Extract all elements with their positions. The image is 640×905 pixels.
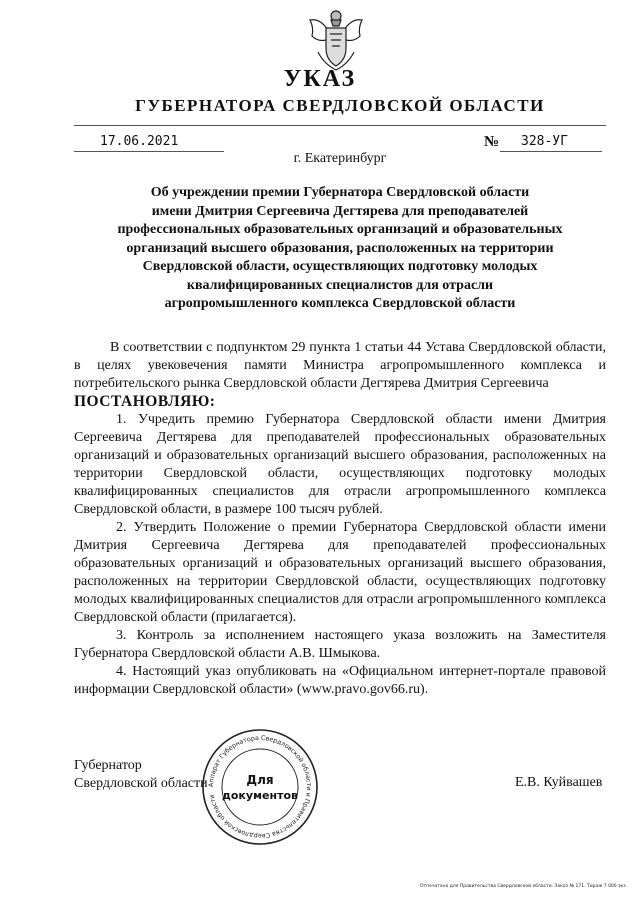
decree-heading <box>100 184 580 314</box>
heading-line: имени Дмитрия Сергеевича Дегтярева для преподавателей <box>151 203 529 219</box>
stamp-center-line: Для <box>246 773 274 787</box>
decree-body <box>74 339 606 699</box>
stamp-ring-text: Аппарат Губернатора Свердловской области и Правительства Свердловской области <box>207 734 313 840</box>
number-sign: № <box>484 134 500 150</box>
signatory-name: Е.В. Куйвашев <box>515 775 603 790</box>
decree-item: 4. Настоящий указ опубликовать на «Официальном интернет-портале правовой информации Свердловской области» (www.pravo.gov66.ru). <box>74 664 606 697</box>
decree-date: 17.06.2021 <box>100 134 179 149</box>
decree-item: 2. Утвердить Положение о премии Губернатора Свердловской области имени Дмитрия Сергеевича Дегтярева для преподавателей профессиональных образовательных организаций и образовательных организаций высшего образования, расположенных на территории Свердловской области, осуществляющих подготовку молодых квалифицированных специалистов для отрасли агропромышленного комплекса Свердловской области (прилагается). <box>74 520 606 625</box>
header-divider <box>74 125 606 126</box>
heading-line: Свердловской области, осуществляющих подготовку молодых <box>142 259 538 274</box>
print-footnote: Отпечатано для Правительства Свердловской области. Заказ № 171. Тираж 7 000 экз. <box>420 884 628 889</box>
heading-line: агропромышленного комплекса Свердловской области <box>164 296 516 311</box>
heading-line: Об учреждении премии Губернатора Свердловской области <box>150 185 530 200</box>
signatory-title <box>74 757 208 793</box>
stamp-center-line: документов <box>221 789 299 802</box>
official-stamp <box>200 727 320 847</box>
page-title: УКАЗ <box>283 66 357 92</box>
coat-of-arms-icon <box>300 8 372 72</box>
decree-item: 1. Учредить премию Губернатора Свердловской области имени Дмитрия Сергеевича Дегтярева для преподавателей профессиональных образовательных организаций и образовательных организаций высшего образования, расположенных на территории Свердловской области, осуществляющих подготовку молодых квалифицированных специалистов для отрасли агропромышленного комплекса Свердловской области, в размере 100 тысяч рублей. <box>74 412 606 517</box>
heading-line: организаций высшего образования, расположенных на территории <box>126 240 554 256</box>
decree-city: г. Екатеринбург <box>293 151 387 166</box>
heading-line: квалифицированных специалистов для отрасли <box>186 277 494 293</box>
decree-item: 3. Контроль за исполнением настоящего указа возложить на Заместителя Губернатора Свердловской области А.В. Шмыкова. <box>74 628 606 661</box>
preamble-paragraph: В соответствии с подпунктом 29 пункта 1 статьи 44 Устава Свердловской области, в целях увековечения памяти Министра агропромышленного комплекса и потребительского рынка Свердловской области Дегтярева Дмитрия Сергеевича <box>74 340 606 391</box>
signatory-title-line: Свердловской области <box>74 776 208 791</box>
heading-line: профессиональных образовательных организаций и образовательных <box>117 222 563 237</box>
signatory-title-line: Губернатор <box>74 758 142 773</box>
decree-number: 328-УГ <box>521 134 568 149</box>
page-subtitle: ГУБЕРНАТОРА СВЕРДЛОВСКОЙ ОБЛАСТИ <box>135 96 545 115</box>
decree-word: ПОСТАНОВЛЯЮ: <box>74 393 216 410</box>
